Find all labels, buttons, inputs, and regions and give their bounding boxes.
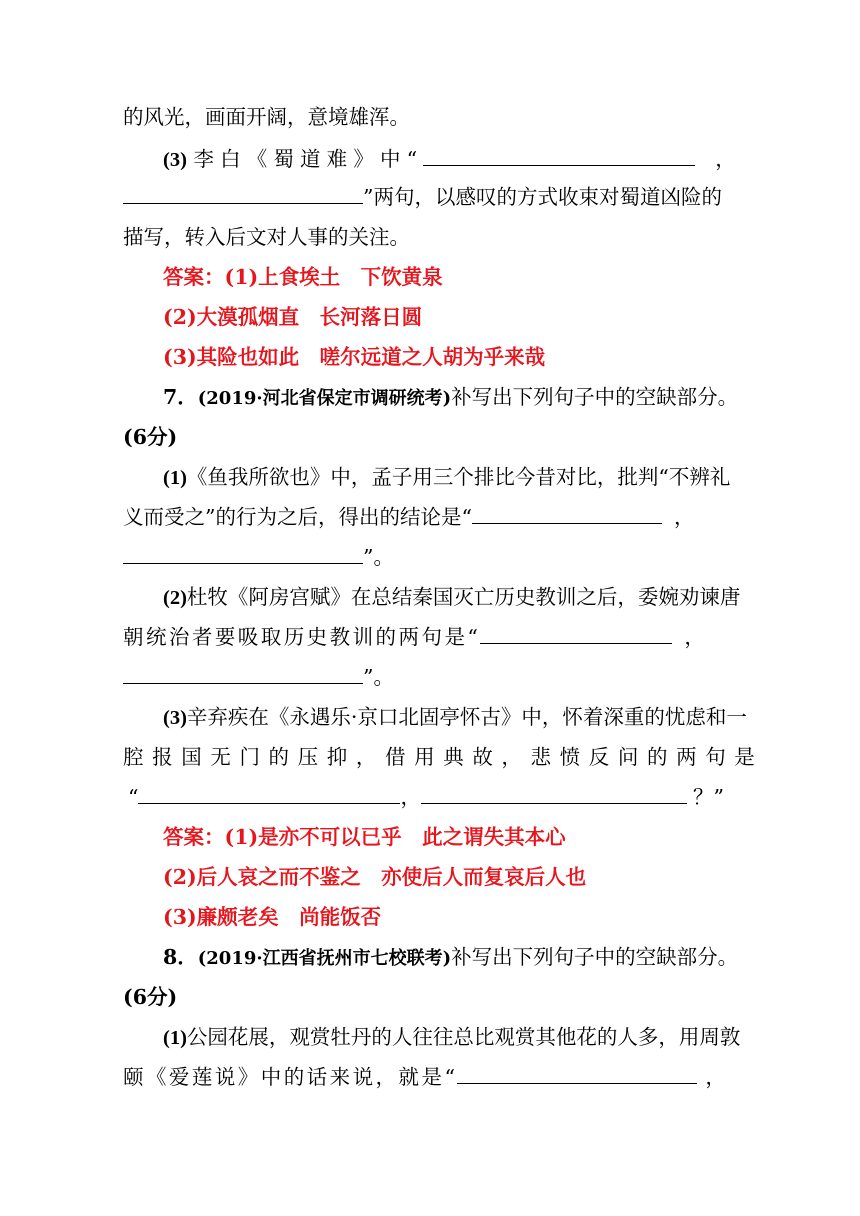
punctuation: ”。 [363, 665, 394, 689]
answer-line [163, 863, 860, 891]
question-instruction: 补写出下列句子中的空缺部分。 [451, 945, 739, 969]
question-7-2 [163, 583, 860, 612]
answer-line [163, 343, 860, 371]
question-7-header [163, 383, 860, 413]
sub-question-number: (1) [163, 1027, 187, 1049]
sub-question-number: (1) [163, 467, 187, 489]
question-8-header [163, 943, 860, 973]
question-number: 7． [163, 385, 198, 409]
answer-blank[interactable] [421, 785, 687, 804]
sub-question-number: (3) [163, 149, 187, 171]
answer-blank[interactable] [457, 1065, 697, 1084]
answer-line [163, 263, 860, 291]
question-8-1 [163, 1023, 860, 1052]
question-instruction: 补写出下列句子中的空缺部分。 [451, 385, 739, 409]
text-line [123, 663, 860, 691]
answer-label: 答案： [163, 825, 225, 849]
question-number: 8． [163, 945, 198, 969]
answer-label: 答案： [163, 265, 225, 289]
answer-text: (1)是亦不可以已乎 此之谓失其本心 [224, 825, 566, 849]
answer-text: (3)廉颇老矣 尚能饭否 [163, 905, 382, 929]
answer-line [163, 303, 860, 331]
answer-blank[interactable] [472, 505, 662, 524]
text-line [128, 783, 860, 811]
question-text: 描写，转入后文对人事的关注。 [123, 225, 410, 249]
answer-text: (3)其险也如此 嗟尔远道之人胡为乎来哉 [163, 345, 546, 369]
punctuation: ”。 [363, 545, 394, 569]
punctuation: ， [705, 1065, 726, 1089]
text-line [123, 503, 860, 531]
answer-text: (2)大漠孤烟直 长河落日圆 [163, 305, 423, 329]
question-source: (2019·江西省抚州市七校联考) [197, 948, 452, 969]
text-line [123, 623, 860, 651]
answer-line [163, 823, 860, 851]
punctuation: ？” [692, 785, 724, 809]
text-line [123, 1063, 860, 1091]
punctuation: “ [128, 785, 139, 809]
score-label: (6分) [123, 985, 178, 1009]
text-line [123, 183, 860, 211]
sub-question-number: (3) [163, 707, 187, 729]
answer-text: (1)上食埃土 下饮黄泉 [224, 265, 443, 289]
question-text: 李白《蜀道难》中“ [193, 147, 424, 171]
text-line [123, 543, 860, 571]
paragraph-text: 的风光，画面开阔，意境雄浑。 [123, 105, 410, 129]
punctuation: ， [715, 147, 736, 171]
question-text: 辛弃疾在《永遇乐·京口北固亭怀古》中，怀着深重的忧虑和一 [186, 705, 747, 729]
text-line [123, 743, 860, 771]
question-text: 义而受之”的行为之后，得出的结论是“ [123, 505, 472, 529]
sub-question-number: (2) [163, 587, 187, 609]
punctuation: ， [673, 505, 695, 529]
answer-blank[interactable] [423, 147, 695, 166]
answer-text: (2)后人哀之而不鉴之 亦使后人而复哀后人也 [163, 865, 587, 889]
answer-blank[interactable] [123, 665, 363, 684]
answer-blank[interactable] [138, 785, 400, 804]
answer-blank[interactable] [480, 625, 672, 644]
question-text: 颐《爱莲说》中的话来说，就是“ [123, 1065, 458, 1089]
answer-blank[interactable] [123, 185, 363, 204]
question-source: (2019·河北省保定市调研统考) [197, 388, 452, 409]
question-7-1 [163, 463, 860, 492]
question-text: 《鱼我所欲也》中，孟子用三个排比今昔对比，批判“不辨礼 [186, 465, 731, 489]
question-text: 腔报国无门的压抑，借用典故，悲愤反问的两句是 [123, 745, 764, 769]
question-score [123, 423, 860, 451]
question-7-3 [163, 703, 860, 732]
answer-blank[interactable] [123, 545, 363, 564]
question-6-3 [163, 145, 860, 174]
answer-line [163, 903, 860, 931]
question-text: 公园花展，观赏牡丹的人往往总比观赏其他花的人多，用周敦 [186, 1025, 741, 1049]
question-score [123, 983, 860, 1011]
punctuation: ， [684, 625, 705, 649]
score-label: (6分) [123, 425, 178, 449]
text-line [123, 223, 860, 251]
question-text: 朝统治者要吸取历史教训的两句是“ [123, 625, 481, 649]
question-text: ”两句，以感叹的方式收束对蜀道凶险的 [363, 185, 722, 209]
question-text: 杜牧《阿房宫赋》在总结秦国灭亡历史教训之后，委婉劝谏唐 [186, 585, 741, 609]
text-line [123, 103, 860, 131]
punctuation: ， [400, 785, 421, 809]
